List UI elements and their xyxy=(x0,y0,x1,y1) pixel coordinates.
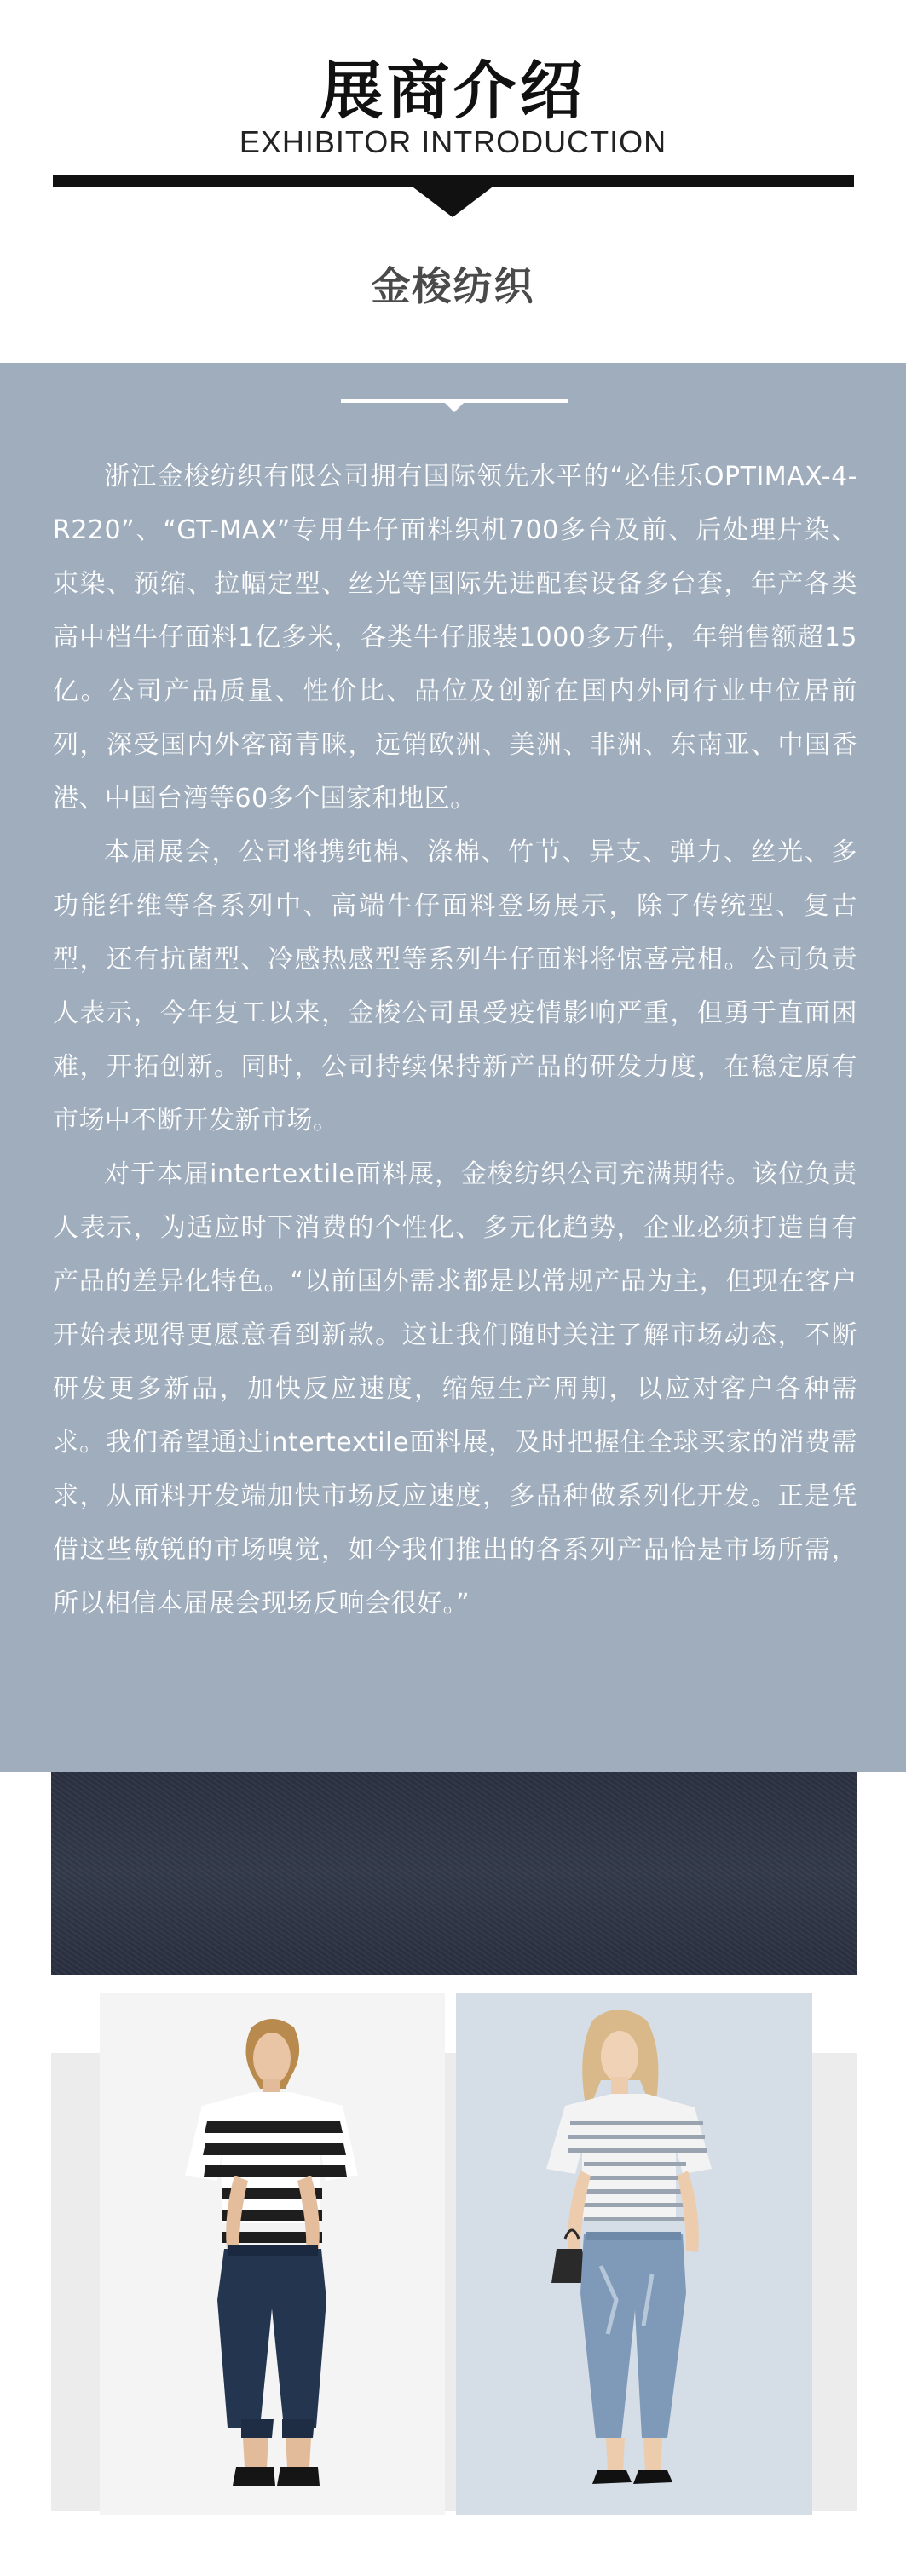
article-paragraph: 本届展会，公司将携纯棉、涤棉、竹节、异支、弹力、丝光、多功能纤维等各系列中、高端牛仔面料登场展示，除了传统型、复古型，还有抗菌型、冷感热感型等系列牛仔面料将惊喜亮相。公司负责人表示，今年复工以来，金梭公司虽受疫情影响严重，但勇于直面困难，开拓创新。同时，公司持续保持新产品的研发力度，在稳定原有市场中不断开发新市场。 xyxy=(53,837,857,1136)
model-photo-left xyxy=(100,1993,445,2515)
denim-fabric-image xyxy=(51,1772,857,1975)
intro-panel xyxy=(0,363,906,1772)
page-title: 展商介绍 xyxy=(320,55,586,128)
model-right-illustration xyxy=(456,1993,812,2515)
article-paragraph: 浙江金梭纺织有限公司拥有国际领先水平的“必佳乐OPTIMAX-4-R220”、“GT-MAX”专用牛仔面料织机700多台及前、后处理片染、束染、预缩、拉幅定型、丝光等国际先进配套设备多台套，年产各类高中档牛仔面料1亿多米，各类牛仔服装1000多万件，年销售额超15亿。公司产品质量、性价比、品位及创新在国内外同行业中位居前列，深受国内外客商青睐，远销欧洲、美洲、非洲、东南亚、中国香港、中国台湾等60多个国家和地区。 xyxy=(53,462,857,814)
panel-divider-arrow-icon xyxy=(445,403,464,412)
page-header xyxy=(0,0,906,358)
page-subtitle: EXHIBITOR INTRODUCTION xyxy=(239,124,667,159)
company-name: 金梭纺织 xyxy=(371,263,535,309)
article-paragraph: 对于本届intertextile面料展，金梭纺织公司充满期待。该位负责人表示，为适应时下消费的个性化、多元化趋势，企业必须打造自有产品的差异化特色。“以前国外需求都是以常规产品为主，但现在客户开始表现得更愿意看到新款。这让我们随时关注了解市场动态，不断研发更多新品，加快反应速度，缩短生产周期，以应对客户各种需求。我们希望通过intertextile面料展，及时把握住全球买家的消费需求，从面料开发端加快市场反应速度，多品种做系列化开发。正是凭借这些敏锐的市场嗅觉，如今我们推出的各系列产品恰是市场所需，所以相信本届展会现场反响会很好。” xyxy=(53,1159,857,1619)
model-left-illustration xyxy=(100,1993,445,2515)
model-photo-right xyxy=(456,1993,812,2515)
divider-arrow-icon xyxy=(410,185,495,217)
article-body xyxy=(53,450,857,1630)
